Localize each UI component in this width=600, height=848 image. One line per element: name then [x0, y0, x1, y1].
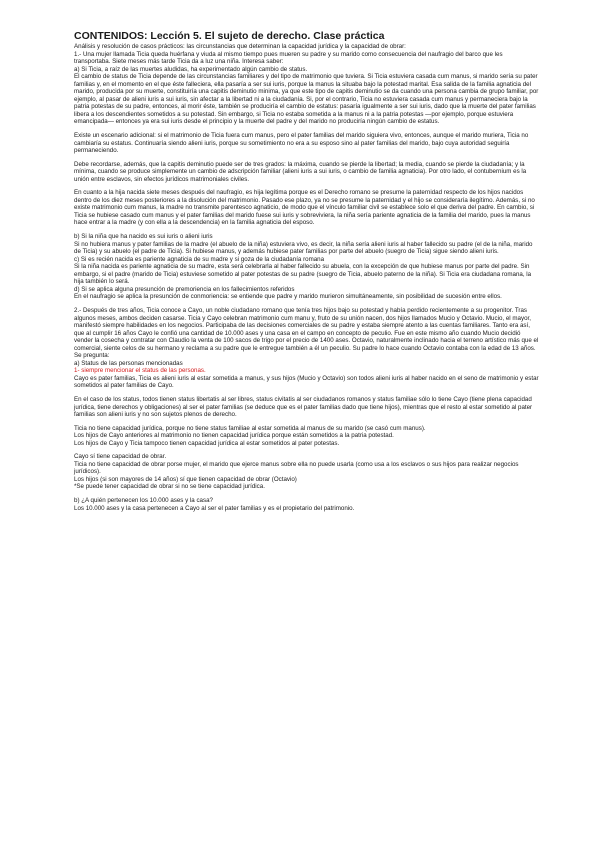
page-title: CONTENIDOS: Lección 5. El sujeto de derecho. Clase práctica	[74, 30, 385, 42]
case1-question-c: c) Si es recién nacida es pariente agnaticia de su madre y si goza de la ciudadanía romana	[74, 255, 325, 263]
intro-text: Análisis y resolución de casos prácticos: las circunstancias que determinan la capacidad jurídica y la capacidad de obrar:	[74, 43, 406, 50]
case2-statement: 2.- Después de tres años, Ticia conoce a Cayo, un noble ciudadano romano que tenía tres hijos bajo su potestad y había perdido recientemente a su progenitor. Tras algunos meses, ambos deciden casarse. Ticia y Cayo celebran matrimonio cum manu y, fruto de su unión nacen, dos hijos llamados Mucio y Octavio. Mucio, el mayor, manifestó siempre habilidades en los negocios. Participaba de las decisiones comerciales de su padre y estaba siempre atento a las cuentas familiares. Tanto era así, que al cumplir 16 años Cayo le confió una cantidad de 10.000 ases y una casa en el campo en concepto de peculio. Fue en este mismo año cuando Mucio decidió vender la cosecha y contratar con Claudio la venta de 100 sacos de trigo por el precio de 1400 ases. Octavio, naturalmente inclinado hacia el terreno artístico más que el comercial, siente celos de su hermano y reclama a su padre que le entregue también a él un peculio. Su padre lo hace cuando Octavio contaba con la edad de 13 años. Se pregunta:	[74, 306, 539, 360]
case2-question-a: a) Status de las personas mencionadas	[74, 359, 183, 367]
case1-answer-p1: El cambio de status de Ticia depende de las circunstancias familiares y del tipo de matrimonio que tuviera. Si Ticia estuviera casada cum manus, si marido sería su pater familias y, en el momento en el que éste falleciera, ella pasaría a ser sui iuris, porque la manus la situaba bajo la potestad marital. Esa salida de la familia agnaticia del marido, producida por su muerte, constituiría una capitis deminutio minima, ya que este tipo de capitis deminutio se da cuando una persona cambia de grupo familiar, por ejemplo, al pasar de alieni iuris a sui iuris, sin afectar a la libertad ni a la ciudadanía. Si, por el contrario, Ticia no estuviera casada cum manus y permaneciera bajo la patria potestas de su padre, entonces, al morir éste, también se produciría el cambio de estatus: pasaría igualmente a ser sui iuris, dado que la muerte del pater familias libera a los descendientes sometidos a su potestad. Sin embargo, si Ticia no estaba sometida a la manus ni a la patria potestas —por ejemplo, porque estuviera emancipada— entonces ya era sui iuris desde el principio y la muerte del padre y del marido no produciría ningún cambio de estatus.	[74, 73, 539, 126]
case2-answer-p2: En el caso de los status, todos tienen status libertatis al ser libres, status civitatis al ser ciudadanos romanos y status familiae sólo lo tiene Cayo (tiene plena capacidad jurídica, tiene derechos y obligaciones) al ser el pater familias (se deduce que es el pater familias dado que tiene hijos), mientras que el resto al estar sometido al pater familias son alieni iuris y no son sujetos plenos de derecho.	[74, 395, 533, 419]
case1-answer-p3: Debe recordarse, además, que la capitis deminutio puede ser de tres grados: la máxima, cuando se pierde la libertad; la media, cuando se pierde la ciudadanía; y la mínima, cuando se produce simplemente un cambio de adscripción familiar (alieni iuris a sui iuris, o cambio de familia agnaticia). Por otro lado, el contubernium es la unión entre esclavos, sin efectos jurídicos matrimoniales civiles.	[74, 160, 527, 183]
case1-answer-p6: Si la niña nacida es pariente agnaticia de su madre, esta será celebrarla al haber fallecido su abuela, con la excepción de que hubiese manus por parte del padre. Sin embargo, si el padre (marido de Ticia) estuviese sometido al pater potestas de su padre (suegro de Ticia, abuelo paterno de la niña). Si Ticia era ciudadana romana, la hija también lo será.	[74, 263, 532, 286]
case1-answer-p4: En cuanto a la hija nacida siete meses después del naufragio, es hija legítima porque es el Derecho romano se presume la paternidad respecto de los hijos nacidos dentro de los diez meses posteriores a la disolución del matrimonio. Pasado ese plazo, ya no se presume la paternidad y el hijo se consideraría ilegítimo. Además, si no existe matrimonio cum manus, la madre no transmite parentesco agnaticio, de modo que el vínculo familiar civil se establece solo el que deriva del padre. En cambio, si Ticia se hubiese casado cum manus y el pater familias del marido fuese sui iuris y sobreviviera, la niña sería pariente agnaticia de la familia del marido, pues la manus hace entrar a la madre (y con ella a la descendencia) en la familia agnaticia del esposo.	[74, 189, 535, 227]
case1-answer-p5: Si no hubiera manus y pater familias de la madre (el abuelo de la niña) estuviera vivo, es decir, la niña sería alieni iuris al haber fallecido su padre (el de la niña, marido de Ticia) y su abuelo (el padre de Ticia). Si hubiese manus, y además hubiese pater familias por parte del abuelo (suegro de Ticia) sigue siendo alieni iuris.	[74, 240, 533, 256]
case2-answer-label: 1- siempre mencionar el status de las personas.	[74, 367, 206, 375]
case2-answer-p3: Ticia no tiene capacidad jurídica, porque no tiene status familiae al estar sometida al manus de su marido (se casó cum manus). Los hijos de Cayo anteriores al matrimonio no tienen capacidad jurídica porque están sometidos a la patria potestad. Los hijos de Cayo y Ticia tampoco tienen capacidad jurídica al estar sometidos al pater potestas.	[74, 424, 426, 447]
case1-answer-p7: En el naufragio se aplica la presunción de conmoriencia: se entiende que padre y marido murieron simultáneamente, sin posibilidad de sucesión entre ellos.	[74, 293, 502, 301]
case2-question-b: b) ¿A quién pertenecen los 10.000 ases y la casa?	[74, 496, 213, 504]
case1-answer-p2: Existe un escenario adicional: si el matrimonio de Ticia fuera cum manus, pero el pater familias del marido siguiera vivo, entonces, aunque el marido muriera, Ticia no cambiaría su estatus. Continuaría siendo alieni iuris, porque su sometimiento no era a su esposo sino al pater familias del marido, bajo cuya autoridad seguiría permaneciendo.	[74, 132, 529, 155]
case2-answer-p5: Los 10.000 ases y la casa pertenecen a Cayo al ser el pater familias y es el propietario del patrimonio.	[74, 504, 355, 512]
case1-statement: 1.- Una mujer llamada Ticia queda huérfana y viuda al mismo tiempo pues mueren su padre y su marido como consecuencia del naufragio del barco que les transportaba. Siete meses más tarde Ticia da a luz una niña. Interesa saber:	[74, 50, 503, 66]
case2-answer-p1: Cayo es pater familias, Ticia es alieni iuris al estar sometida a manus, y sus hijos (Mucio y Octavio) son todos alieni iuris al haber nacido en el seno de matrimonio y estar sometidos al pater familias de Cayo.	[74, 374, 539, 390]
case1-question-a: a) Si Ticia, a raíz de las muertes aludidas, ha experimentado algún cambio de status.	[74, 65, 308, 73]
case1-question-b: b) Si la niña que ha nacido es sui iuris o alieni iuris	[74, 233, 213, 241]
case2-answer-p4: Cayo sí tiene capacidad de obrar. Ticia no tiene capacidad de obrar porse mujer, el marido que ejerce manus sobre ella no puede usarla (como usa a los esclavos o sus hijos para realizar negocios jurídicos). Los hijos (si son mayores de 14 años) sí que tienen capacidad de obrar (Octavio) *Se puede tener capacidad de obrar si no se tiene capacidad jurídica.	[74, 453, 519, 491]
case1-question-d: d) Si se aplica alguna presunción de premoriencia en los fallecimientos referidos	[74, 285, 295, 293]
